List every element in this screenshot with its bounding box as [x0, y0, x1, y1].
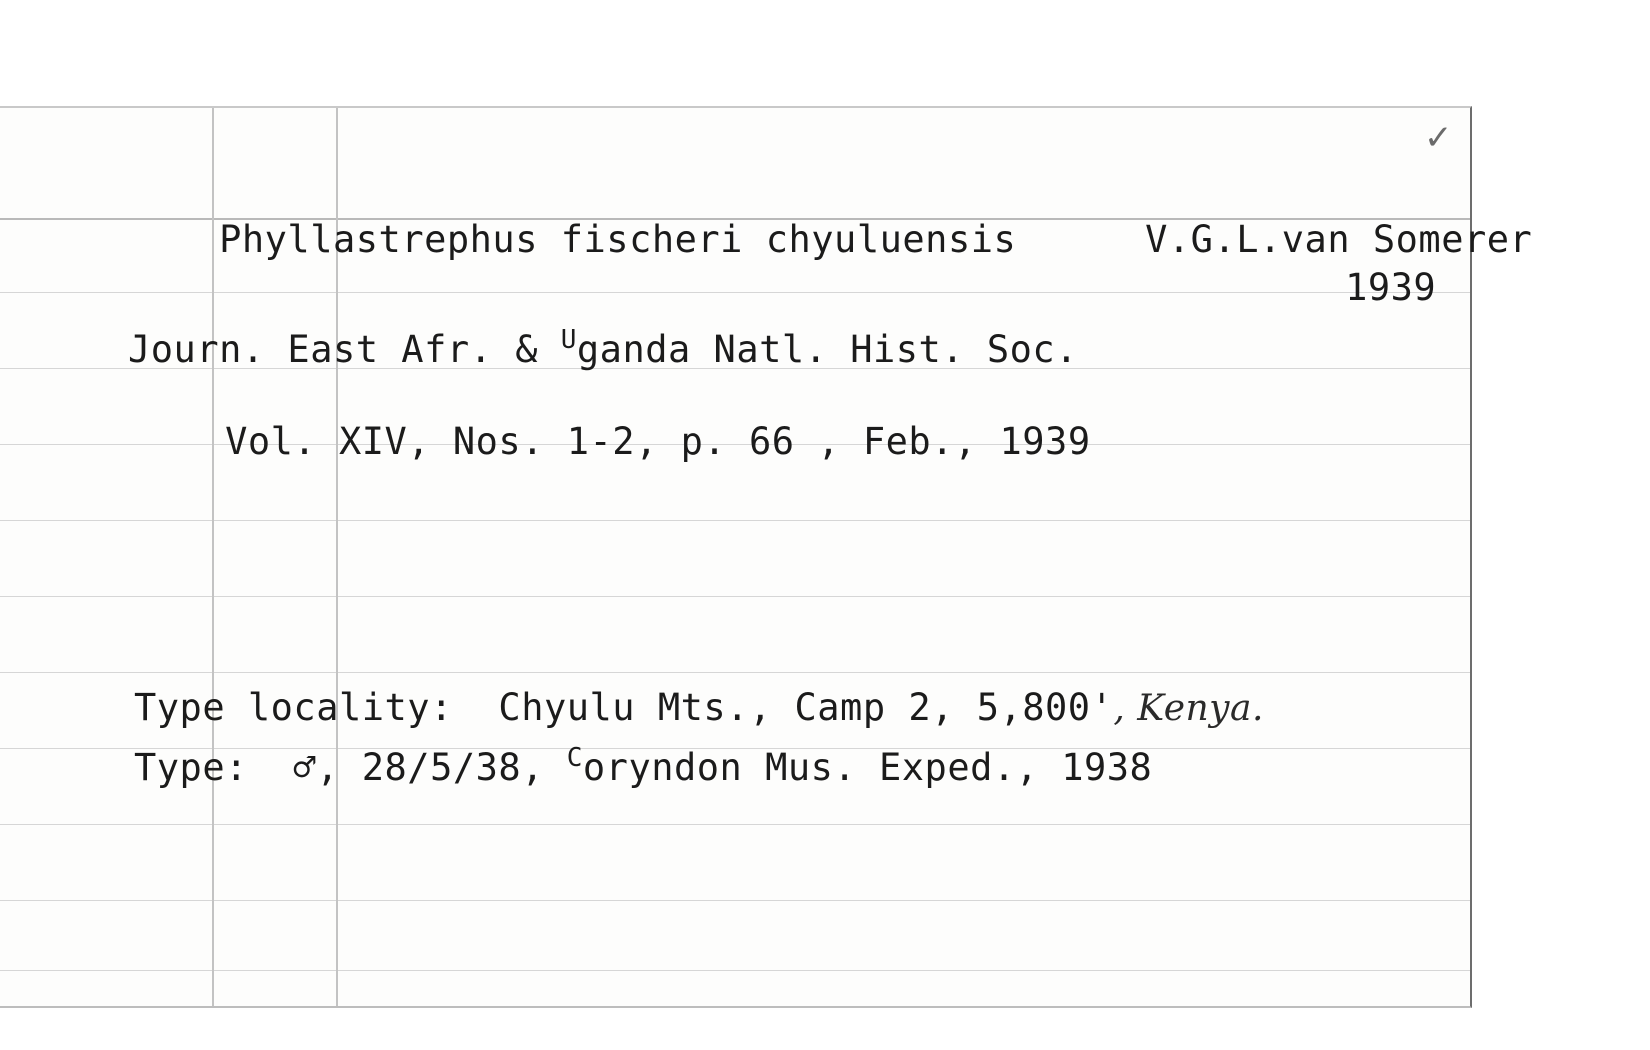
- ruled-line: [0, 596, 1470, 597]
- type-specimen-line: [134, 743, 1153, 792]
- journal-line: [128, 325, 1078, 374]
- taxon-name-line: [128, 180, 1016, 300]
- journal-text-post: ganda Natl. Hist. Soc.: [576, 328, 1078, 371]
- journal-sup-letter: U: [560, 325, 577, 355]
- type-specimen-post: oryndon Mus. Exped., 1938: [582, 746, 1153, 789]
- ruled-line: [0, 970, 1470, 971]
- index-card: [0, 106, 1533, 1008]
- volume-text: Vol. XIV, Nos. 1-2, p. 66 , Feb., 1939: [225, 420, 1091, 463]
- type-locality-line: [134, 688, 1264, 729]
- type-specimen-sup-letter: C: [566, 743, 583, 773]
- ruled-line: [0, 520, 1470, 521]
- taxon-year-line: [1254, 228, 1436, 348]
- taxon-year: 1939: [1345, 266, 1437, 309]
- taxon-name: Phyllastrephus fischeri chyuluensis: [219, 218, 1017, 261]
- volume-line: [134, 382, 1091, 502]
- type-specimen-pre: Type: ♂, 28/5/38,: [134, 746, 567, 789]
- ruled-line: [0, 672, 1470, 673]
- taxon-author: V.G.L.van Somerer: [1145, 218, 1533, 261]
- ruled-line: [0, 900, 1470, 901]
- handwritten-annotation: , Kenya.: [1113, 688, 1264, 729]
- check-mark-icon: ✓: [1424, 118, 1453, 158]
- journal-text-pre: Journ. East Afr. &: [128, 328, 561, 371]
- ruled-line: [0, 824, 1470, 825]
- type-locality-text: Type locality: Chyulu Mts., Camp 2, 5,800': [134, 686, 1114, 729]
